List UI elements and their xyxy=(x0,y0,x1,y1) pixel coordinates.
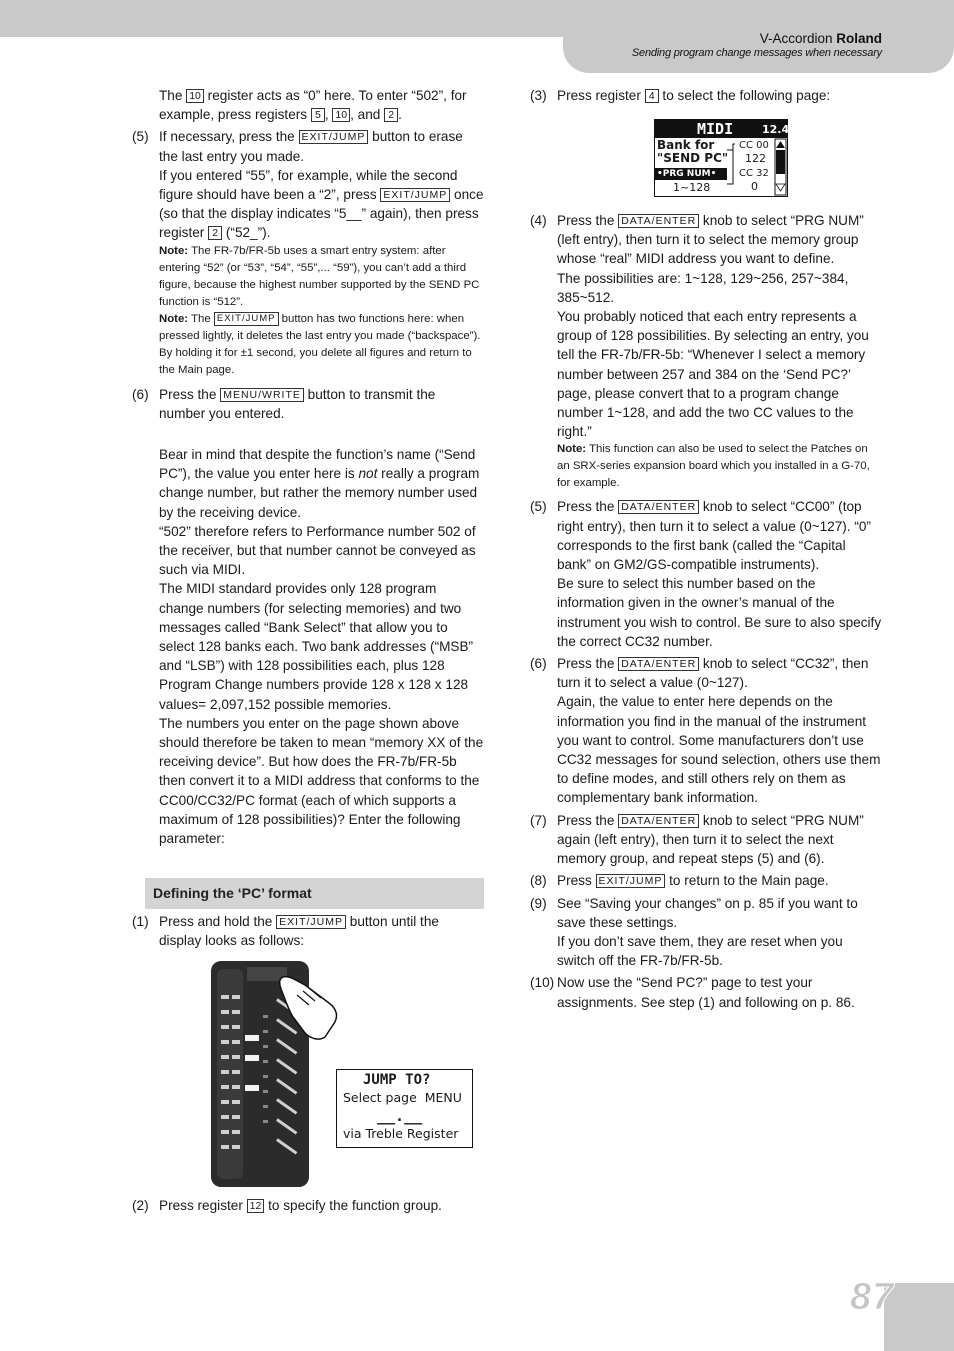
header-brand: V-Accordion Roland xyxy=(759,31,882,46)
left-step-2: (2) Press register 12 to specify the function group. xyxy=(132,1198,442,1213)
note-exit-jump: Note: The EXIT/JUMP button has two functions here: when pressed lightly, it deletes the last entry you made (“backspace”). By holding it for ±1 second, you delete all figures and return to the Main page. xyxy=(159,312,481,376)
lcd-midi-bracket-icon xyxy=(655,120,790,196)
note-smart-entry: Note: The FR-7b/FR-5b uses a smart entry system: after entering “52” (or “53”, “54”, “55”,... “59”), you can’t add a third figure, because the highest number supported by the SEND PC function is “512”. xyxy=(159,244,480,308)
accordion-hand-icon xyxy=(205,955,345,1190)
lcd-jump-via: via Treble Register xyxy=(343,1126,459,1141)
intro-paragraph: The 10 register acts as “0” here. To enter “502”, for example, press registers 5 , 10 , and 2 . xyxy=(159,88,467,123)
left-step-5: (5) If necessary, press the EXIT/JUMP button to erase the last entry you made. If you entered “55”, for example, while the second figure should have been a “2”, press EXIT/JUMP once (so that the display indicates “5__” again), then press register 2 (“52_”). xyxy=(132,129,484,241)
lcd-midi-page-number: 12.4 xyxy=(762,123,790,136)
page-number xyxy=(846,1283,954,1351)
page-number-text: 87 xyxy=(850,1283,895,1318)
lcd-midi-cc00-value: 122 xyxy=(745,152,766,165)
paragraph-midi-standard: The MIDI standard provides only 128 program change numbers (for selecting memories) and two messages called “Bank Select” that allow you to select 128 banks each. Two bank addresses (“MSB” and “LSB”) with 128 possibilities each, plus 128 Program Change numbers provide 128 x 128 x 128 values= 2,097,152 possible memories. xyxy=(159,581,474,712)
lcd-midi-range: 1~128 xyxy=(673,181,711,194)
section-heading: Defining the ‘PC’ format xyxy=(145,878,484,909)
paragraph-send-pc: Bear in mind that despite the function’s name (“Send PC”), the value you enter here is not really a program change number, but rather the memory number used by the receiving device. xyxy=(159,447,480,520)
lcd-jump-select: Select page MENU xyxy=(343,1090,462,1105)
right-step-5: (5) Press the DATA/ENTER knob to select “CC00” (top right entry), then turn it to select a value (0~127). “0” corresponds to the first bank (called the “Capital bank” on GM2/GS-compatible instruments). Be sure to select this number based on the information given in the owner’s manual of the instrument you wish to control. Be sure to also specify the correct CC32 number. xyxy=(530,499,882,649)
lcd-midi-cc00-label: CC 00 xyxy=(739,140,769,151)
right-step-9: (9) See “Saving your changes” on p. 85 if you want to save these settings. If you don’t save them, they are reset when you switch off the FR-7b/FR-5b. xyxy=(530,895,858,969)
right-step-7: (7) Press the DATA/ENTER knob to select “PRG NUM” again (left entry), then turn it to select the next memory group, and repeat steps (5) and (6). xyxy=(530,812,864,867)
lcd-midi-page xyxy=(654,119,788,197)
lcd-midi-bank-line1: Bank for xyxy=(657,138,715,152)
note-srx: Note: This function can also be used to select the Patches on an SRX-series expansion board which you installed in a G-70, for example. xyxy=(557,443,870,490)
paragraph-502: “502” therefore refers to Performance number 502 of the receiver, but that number cannot be conveyed as such via MIDI. xyxy=(159,523,476,578)
left-step-6: (6) Press the MENU/WRITE button to transmit the number you entered. xyxy=(132,386,436,421)
lcd-midi-prg-label: •PRG NUM• xyxy=(657,169,717,179)
right-step-6: (6) Press the DATA/ENTER knob to select “CC32”, then turn it to select a value (0~127). Again, the value to enter here depends on the information you find in the manual of the instrument you want to control. Some manufacturers don’t use CC32 messages for sound selection, others use them to define modes, and still others rely on them as complementary bank information. xyxy=(530,656,881,806)
accordion-illustration xyxy=(205,955,345,1190)
right-step-4: (4) Press the DATA/ENTER knob to select “PRG NUM” (left entry), then turn it to select the memory group whose “real” MIDI address you want to define. The possibilities are: 1~128, 129~256, 257~384, 385~512. You probably noticed that each entry represents a group of 128 possibilities. By selecting an entry, you tell the FR-7b/FR-5b: “Whenever I select a memory number between 257 and 384 on the ‘Send PC?’ page, please convert that to a program change number 1~128, and add the two CC values to the right.” xyxy=(530,213,869,440)
lcd-jump-to xyxy=(336,1069,473,1148)
left-step-1: (1) Press and hold the EXIT/JUMP button until the display looks as follows: xyxy=(132,914,439,949)
lcd-midi-cc32-value: 0 xyxy=(751,180,758,193)
right-step-10: (10) Now use the “Send PC?” page to test your assignments. See step (1) and following on p. 86. xyxy=(530,975,855,1010)
lcd-jump-title: JUMP TO? xyxy=(363,1072,431,1088)
paragraph-memory-xx: The numbers you enter on the page shown above should therefore be taken to mean “memory XX of the receiving device”. But how does the FR-7b/FR-5b then convert it to a MIDI address that conforms to the CC00/CC32/PC format (each of which supports a maximum of 128 possibilities)? Enter the following parameter: xyxy=(159,715,484,847)
lcd-midi-bank-line2: "SEND PC" xyxy=(657,151,729,165)
right-step-8: (8) Press EXIT/JUMP to return to the Main page. xyxy=(530,873,829,889)
lcd-midi-title: MIDI xyxy=(697,120,734,138)
right-column xyxy=(530,211,882,1012)
lcd-midi-cc32-label: CC 32 xyxy=(739,168,769,179)
lcd-jump-entry: __.__ xyxy=(377,1107,423,1125)
left-column xyxy=(132,86,484,848)
right-step-3: (3) Press register 4 to select the following page: xyxy=(530,88,831,103)
header-section-title: Sending program change messages when necessary xyxy=(631,47,882,59)
header-tab xyxy=(563,0,954,73)
